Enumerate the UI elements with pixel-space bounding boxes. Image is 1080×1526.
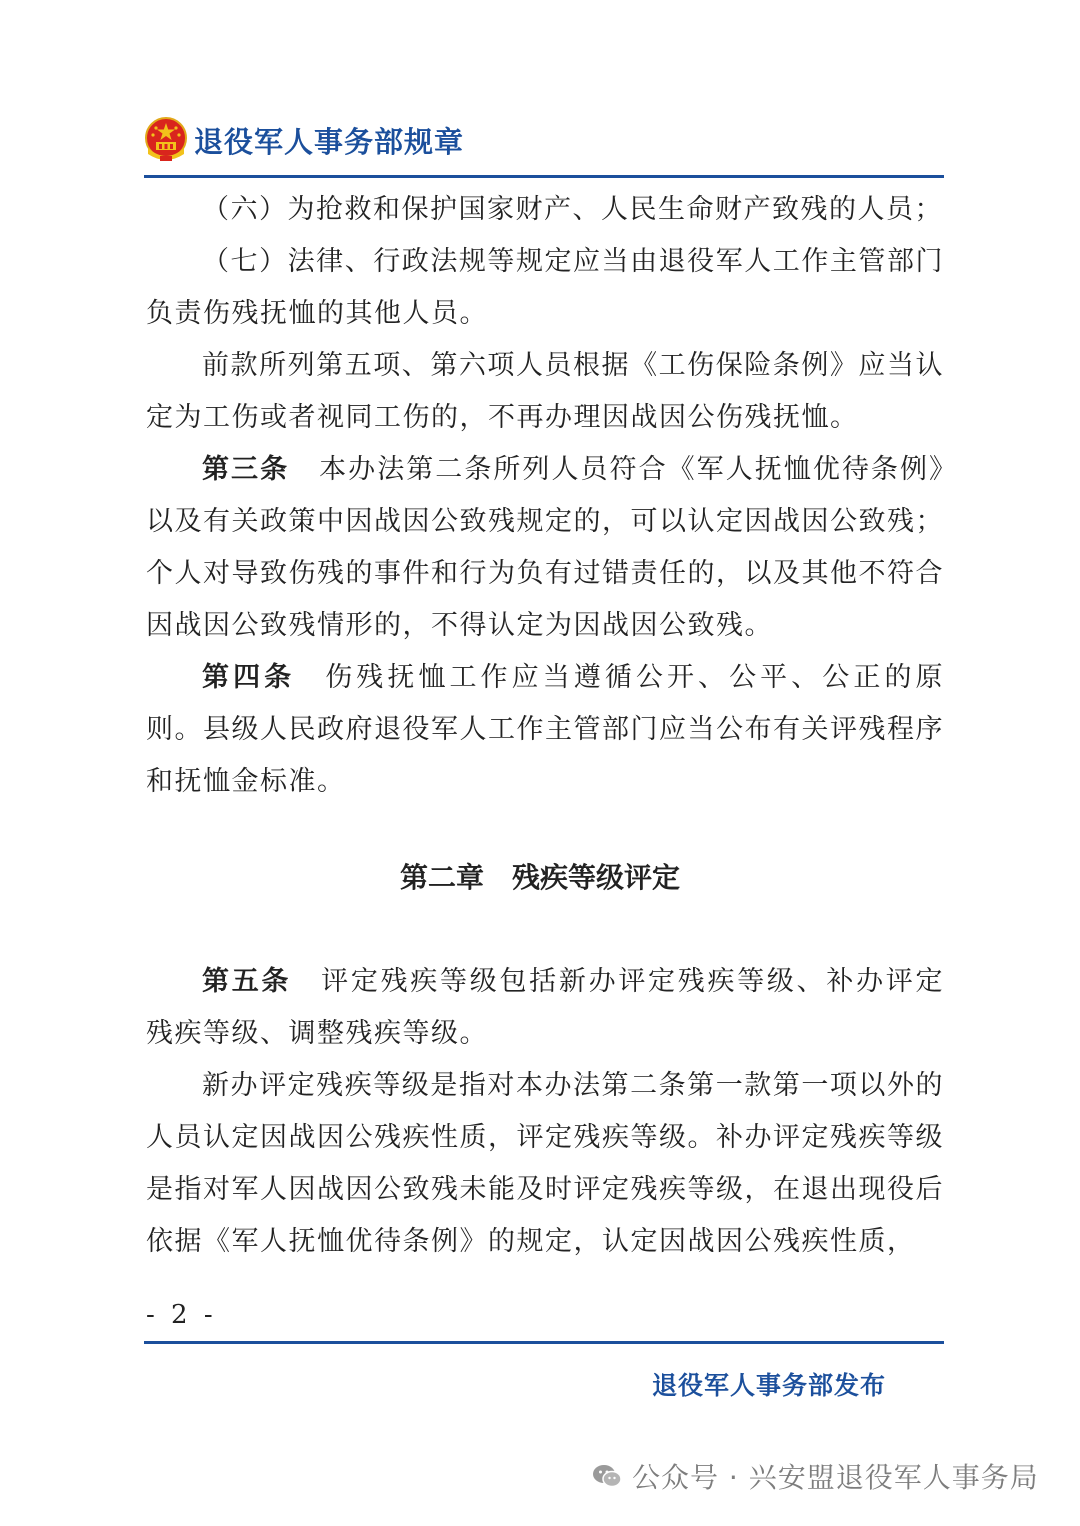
article-4-text: 伤残抚恤工作应当遵循公开、公平、公正的原则。县级人民政府退役军人工作主管部门应当公布有关评残程序和抚恤金标准。	[146, 662, 945, 797]
footer-rule	[144, 1341, 944, 1344]
article-5	[146, 956, 944, 1060]
article-3-text: 本办法第二条所列人员符合《军人抚恤优待条例》以及有关政策中因战因公致残规定的，可以认定因战因公致残；个人对导致伤残的事件和行为负有过错责任的，以及其他不符合因战因公致残情形的，不得认定为因战因公致残。	[146, 454, 944, 641]
national-emblem-icon	[144, 116, 188, 164]
publisher-label: 退役军人事务部发布	[652, 1371, 887, 1400]
article-4	[146, 652, 944, 808]
page-number: - 2 -	[146, 1300, 217, 1330]
article-4-label: 第四条	[202, 662, 296, 693]
chapter-title: 残疾等级评定	[512, 861, 681, 894]
chapter-heading	[0, 856, 1080, 896]
article-3-label: 第三条	[202, 454, 290, 485]
article-5-label: 第五条	[202, 966, 292, 997]
article-5-text: 评定残疾等级包括新办评定残疾等级、补办评定残疾等级、调整残疾等级。	[146, 966, 945, 1049]
watermark	[592, 1456, 1039, 1496]
watermark-text: 公众号 · 兴安盟退役军人事务局	[632, 1461, 1039, 1494]
chapter-number: 第二章	[399, 861, 484, 894]
paragraph-item6: （六）为抢救和保护国家财产、人民生命财产致残的人员；	[202, 194, 943, 225]
paragraph-new-assessment: 新办评定残疾等级是指对本办法第二条第一款第一项以外的人员认定因战因公残疾性质，评定残疾等级。补办评定残疾等级是指对军人因战因公致残未能及时评定残疾等级，在退出现役后依据《军人抚恤优待条例》的规定，认定因战因公残疾性质，	[146, 1070, 944, 1257]
wechat-icon	[592, 1463, 622, 1489]
article-3	[146, 444, 944, 652]
paragraph-work-injury: 前款所列第五项、第六项人员根据《工伤保险条例》应当认定为工伤或者视同工伤的，不再办理因战因公伤残抚恤。	[146, 350, 944, 433]
document-header	[144, 112, 464, 168]
text-block-bottom	[146, 956, 944, 1268]
text-block-top	[146, 184, 944, 808]
header-rule	[144, 175, 944, 178]
header-title: 退役军人事务部规章	[194, 124, 465, 159]
paragraph-item7: （七）法律、行政法规等规定应当由退役军人工作主管部门负责伤残抚恤的其他人员。	[146, 246, 944, 329]
